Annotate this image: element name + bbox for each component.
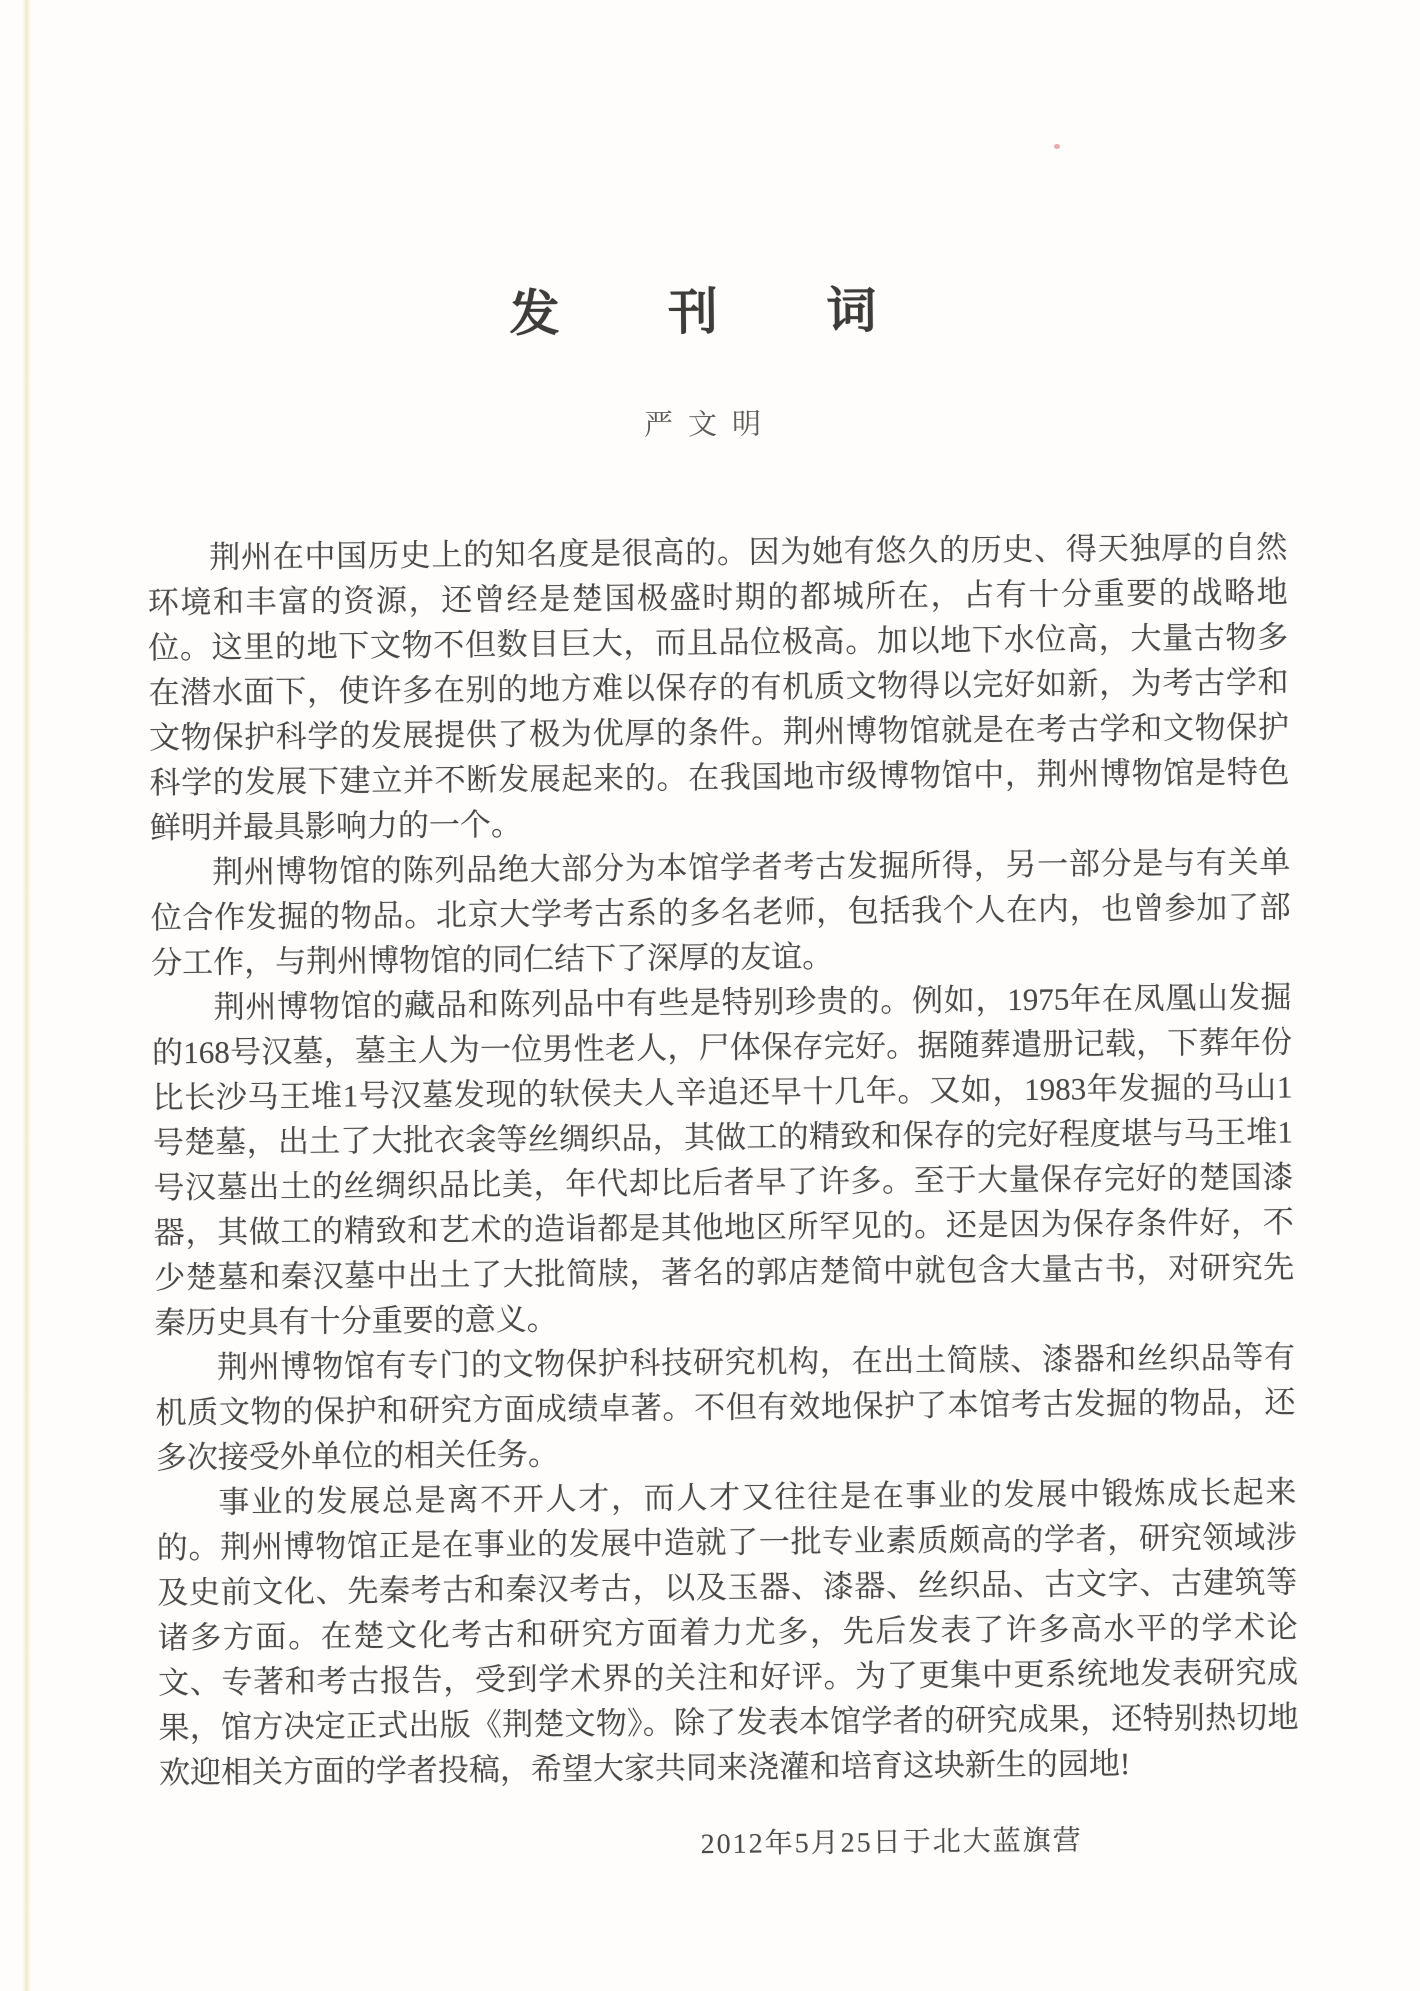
- paragraph: 荆州博物馆的陈列品绝大部分为本馆学者考古发掘所得，另一部分是与有关单位合作发掘的物品。北京大学考古系的多名老师，包括我个人在内，也曾参加了部分工作，与荆州博物馆的同仁结下了深厚的友谊。: [150, 844, 1291, 981]
- paragraph: 事业的发展总是离不开人才，而人才又往往是在事业的发展中锻炼成长起来的。荆州博物馆正是在事业的发展中造就了一批专业素质颇高的学者，研究领域涉及史前文化、先秦考古和秦汉考古，以及玉器、漆器、丝织品、古文字、古建筑等诸多方面。在楚文化考古和研究方面着力尤多，先后发表了许多高水平的学术论文、专著和考古报告，受到学术界的关注和好评。为了更集中更系统地发表研究成果，馆方决定正式出版《荆楚文物》。除了发表本馆学者的研究成果，还特别热切地欢迎相关方面的学者投稿，希望大家共同来浇灌和培育这块新生的园地!: [156, 1474, 1299, 1791]
- paragraph: 荆州博物馆的藏品和陈列品中有些是特别珍贵的。例如，1975年在凤凰山发掘的168号汉墓，墓主人为一位男性老人，尸体保存完好。据随葬遣册记载，下葬年份比长沙马王堆1号汉墓发现的轪侯夫人辛追还早十几年。又如，1983年发掘的马山1号楚墓，出土了大批衣衾等丝绸织品，其做工的精致和保存的完好程度堪与马王堆1号汉墓出土的丝绸织品比美，年代却比后者早了许多。至于大量保存完好的楚国漆器，其做工的精致和艺术的造诣都是其他地区所罕见的。还是因为保存条件好，不少楚墓和秦汉墓中出土了大批简牍，著名的郭店楚简中就包含大量古书，对研究先秦历史具有十分重要的意义。: [151, 979, 1295, 1341]
- dateline: 2012年5月25日于北大蓝旗营: [700, 1825, 1083, 1861]
- paragraph: 荆州在中国历史上的知名度是很高的。因为她有悠久的历史、得天独厚的自然环境和丰富的资源，还曾经是楚国极盛时期的都城所在，占有十分重要的战略地位。这里的地下文物不但数目巨大，而且品位极高。加以地下水位高，大量古物多在潜水面下，使许多在别的地方难以保存的有机质文物得以完好如新，为考古学和文物保护科学的发展提供了极为优厚的条件。荆州博物馆就是在考古学和文物保护科学的发展下建立并不断发展起来的。在我国地市级博物馆中，荆州博物馆是特色鲜明并最具影响力的一个。: [147, 529, 1290, 846]
- author-name: 严文明: [643, 408, 777, 442]
- paragraph: 荆州博物馆有专门的文物保护科技研究机构，在出土简牍、漆器和丝织品等有机质文物的保护和研究方面成绩卓著。不但有效地保护了本馆考古发掘的物品，还多次接受外单位的相关任务。: [155, 1339, 1296, 1476]
- document-body: [147, 524, 1299, 1795]
- page-title: 发 刊 词: [509, 281, 925, 342]
